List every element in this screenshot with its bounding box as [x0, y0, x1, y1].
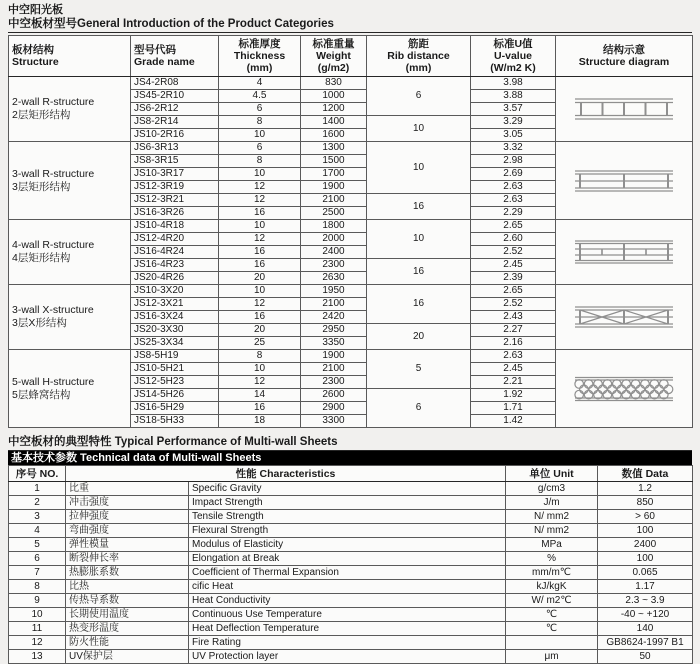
data-value-cell: GB8624-1997 B1: [598, 636, 693, 650]
table-row: [9, 496, 693, 510]
data-value-cell: 1.2: [598, 482, 693, 496]
grade-name-cell: JS16-4R24: [131, 246, 219, 259]
thickness-cell: 16: [219, 246, 301, 259]
structure-label: 2-wall R-structure: [12, 96, 95, 108]
col-header-diagram-cn: 结构示意: [603, 44, 645, 56]
characteristic-cn-cell: 热变形温度: [66, 622, 189, 636]
grade-name-cell: JS8-2R14: [131, 116, 219, 129]
table1-header-row: [9, 36, 693, 77]
no-cell: 11: [9, 622, 66, 636]
grade-name-cell: JS4-2R08: [131, 77, 219, 90]
data-value-cell: 50: [598, 650, 693, 664]
unit-cell: N/ mm2: [506, 510, 598, 524]
weight-cell: 2420: [301, 311, 367, 324]
table-row: [9, 350, 693, 363]
col-header-weight-en: Weight: [316, 50, 351, 62]
u-value-cell: 3.57: [471, 103, 556, 116]
structure-diagram-cell: [556, 285, 693, 350]
unit-cell: kJ/kgK: [506, 580, 598, 594]
table-row: [9, 510, 693, 524]
characteristic-en-cell: Fire Rating: [189, 636, 506, 650]
structure-label: 3-wall X-structure: [12, 304, 94, 316]
thickness-cell: 12: [219, 181, 301, 194]
structure-label: 3-wall R-structure: [12, 167, 95, 180]
grade-name-cell: JS12-4R20: [131, 233, 219, 246]
grade-name-cell: JS16-3R26: [131, 207, 219, 220]
characteristic-cn-cell: 弹性模量: [66, 538, 189, 552]
col-header-thickness-en: Thickness: [233, 50, 286, 62]
thickness-cell: 10: [219, 285, 301, 298]
structure-label: 2层矩形结构: [12, 109, 71, 121]
structure-label: 4层矩形结构: [12, 252, 71, 264]
weight-cell: 2500: [301, 207, 367, 220]
grade-name-cell: JS18-5H33: [131, 415, 219, 428]
u-value-cell: 2.45: [471, 259, 556, 272]
data-value-cell: 140: [598, 622, 693, 636]
grade-name-cell: JS12-5H23: [131, 376, 219, 389]
u-value-cell: 2.52: [471, 298, 556, 311]
rib-distance-cell: 16: [367, 285, 471, 324]
honey5-structure-diagram-icon: [574, 373, 674, 405]
grade-name-cell: JS20-3X30: [131, 324, 219, 337]
thickness-cell: 10: [219, 168, 301, 181]
u-value-cell: 2.98: [471, 155, 556, 168]
weight-cell: 1300: [301, 142, 367, 155]
characteristic-en-cell: Tensile Strength: [189, 510, 506, 524]
col-header-rib-en: Rib distance: [387, 50, 450, 62]
thickness-cell: 10: [219, 129, 301, 142]
thickness-cell: 20: [219, 324, 301, 337]
weight-cell: 3350: [301, 337, 367, 350]
rect4-structure-diagram-icon: [574, 237, 674, 267]
table-row: [9, 482, 693, 496]
characteristic-en-cell: Specific Gravity: [189, 482, 506, 496]
grade-name-cell: JS12-3R19: [131, 181, 219, 194]
structure-cell: [9, 285, 131, 350]
rect3-structure-diagram-icon: [574, 166, 674, 196]
weight-cell: 1900: [301, 181, 367, 194]
unit-cell: J/m: [506, 496, 598, 510]
u-value-cell: 3.32: [471, 142, 556, 155]
weight-cell: 1900: [301, 350, 367, 363]
characteristic-en-cell: Heat Deflection Temperature: [189, 622, 506, 636]
rib-distance-cell: 10: [367, 220, 471, 259]
thickness-cell: 6: [219, 103, 301, 116]
characteristic-en-cell: Heat Conductivity: [189, 594, 506, 608]
u-value-cell: 2.21: [471, 376, 556, 389]
u-value-cell: 2.69: [471, 168, 556, 181]
characteristic-en-cell: Elongation at Break: [189, 552, 506, 566]
table-row: [9, 538, 693, 552]
col-header-weight-cn: 标准重量: [312, 38, 355, 50]
weight-cell: 1000: [301, 90, 367, 103]
grade-name-cell: JS6-3R13: [131, 142, 219, 155]
weight-cell: 1600: [301, 129, 367, 142]
weight-cell: 2100: [301, 298, 367, 311]
col-header-uvalue: [471, 36, 556, 77]
data-value-cell: -40 ~ +120: [598, 608, 693, 622]
col-header-structure-en: Structure: [12, 56, 59, 68]
characteristic-en-cell: Impact Strength: [189, 496, 506, 510]
weight-cell: 2100: [301, 194, 367, 207]
col-header-grade: [131, 36, 219, 77]
col-header-grade-cn: 型号代码: [134, 44, 176, 56]
grade-name-cell: JS25-3X34: [131, 337, 219, 350]
rib-distance-cell: 6: [367, 77, 471, 116]
thickness-cell: 12: [219, 298, 301, 311]
u-value-cell: 2.60: [471, 233, 556, 246]
data-value-cell: 0.065: [598, 566, 693, 580]
thickness-cell: 16: [219, 207, 301, 220]
col-header-weight-unit: (g/m2): [317, 62, 350, 74]
no-cell: 12: [9, 636, 66, 650]
thickness-cell: 8: [219, 116, 301, 129]
grade-name-cell: JS10-4R18: [131, 220, 219, 233]
characteristic-cn-cell: 比热: [66, 580, 189, 594]
weight-cell: 2600: [301, 389, 367, 402]
grade-name-cell: JS20-4R26: [131, 272, 219, 285]
rect2-structure-diagram-icon: [574, 94, 674, 124]
structure-label: 4-wall R-structure: [12, 239, 95, 251]
unit-cell: MPa: [506, 538, 598, 552]
col-header-thickness-unit: (mm): [246, 62, 273, 74]
grade-name-cell: JS10-2R16: [131, 129, 219, 142]
no-cell: 1: [9, 482, 66, 496]
col-header-rib-distance: [367, 36, 471, 77]
characteristic-cn-cell: 长期使用温度: [66, 608, 189, 622]
table-row: [9, 636, 693, 650]
characteristic-en-cell: Flexural Strength: [189, 524, 506, 538]
col-header-rib-cn: 筋距: [408, 38, 429, 50]
structure-diagram-cell: [556, 77, 693, 142]
unit-cell: %: [506, 552, 598, 566]
col-header-diagram: [556, 36, 693, 77]
table-row: [9, 608, 693, 622]
weight-cell: 1800: [301, 220, 367, 233]
grade-name-cell: JS12-3R21: [131, 194, 219, 207]
structure-cell: [9, 142, 131, 220]
unit-cell: g/cm3: [506, 482, 598, 496]
characteristic-cn-cell: UV保护层: [66, 650, 189, 664]
grade-name-cell: JS45-2R10: [131, 90, 219, 103]
thickness-cell: 8: [219, 155, 301, 168]
grade-name-cell: JS10-3X20: [131, 285, 219, 298]
col-header-no: 序号 NO.: [9, 466, 66, 482]
characteristic-cn-cell: 冲击强度: [66, 496, 189, 510]
unit-cell: N/ mm2: [506, 524, 598, 538]
no-cell: 9: [9, 594, 66, 608]
col-header-structure-cn: 板材结构: [12, 44, 54, 56]
weight-cell: 1500: [301, 155, 367, 168]
unit-cell: W/ m2℃: [506, 594, 598, 608]
col-header-data: 数值 Data: [598, 466, 693, 482]
col-header-uvalue-unit: (W/m2 K): [490, 62, 536, 74]
data-value-cell: > 60: [598, 510, 693, 524]
u-value-cell: 2.63: [471, 181, 556, 194]
structure-diagram-cell: [556, 220, 693, 285]
weight-cell: 2950: [301, 324, 367, 337]
u-value-cell: 3.29: [471, 116, 556, 129]
data-value-cell: 850: [598, 496, 693, 510]
no-cell: 13: [9, 650, 66, 664]
col-header-uvalue-cn: 标准U值: [493, 38, 533, 50]
col-header-thickness-cn: 标准厚度: [238, 38, 281, 50]
unit-cell: ℃: [506, 622, 598, 636]
weight-cell: 1200: [301, 103, 367, 116]
product-categories-table: [8, 35, 693, 428]
structure-diagram-cell: [556, 350, 693, 428]
table-row: [9, 285, 693, 298]
rib-distance-cell: 10: [367, 142, 471, 194]
thickness-cell: 4.5: [219, 90, 301, 103]
weight-cell: 3300: [301, 415, 367, 428]
structure-label: 3层矩形结构: [12, 180, 71, 193]
data-value-cell: 2.3 ~ 3.9: [598, 594, 693, 608]
thickness-cell: 18: [219, 415, 301, 428]
table-row: [9, 594, 693, 608]
grade-name-cell: JS12-3X21: [131, 298, 219, 311]
weight-cell: 2400: [301, 246, 367, 259]
structure-label: 5-wall H-structure: [12, 375, 95, 388]
u-value-cell: 1.92: [471, 389, 556, 402]
grade-name-cell: JS16-3X24: [131, 311, 219, 324]
no-cell: 2: [9, 496, 66, 510]
table2-subtitle-bar: 基本技术参数 Technical data of Multi-wall Sheets: [8, 451, 692, 465]
x3-structure-diagram-icon: [574, 302, 674, 332]
thickness-cell: 6: [219, 142, 301, 155]
unit-cell: ℃: [506, 608, 598, 622]
structure-label: 5层蜂窝结构: [12, 388, 71, 401]
grade-name-cell: JS10-5H21: [131, 363, 219, 376]
thickness-cell: 10: [219, 220, 301, 233]
no-cell: 3: [9, 510, 66, 524]
structure-cell: [9, 77, 131, 142]
u-value-cell: 1.42: [471, 415, 556, 428]
weight-cell: 2000: [301, 233, 367, 246]
weight-cell: 2900: [301, 402, 367, 415]
unit-cell: mm/m℃: [506, 566, 598, 580]
weight-cell: 2630: [301, 272, 367, 285]
table1-title: 中空板材型号General Introduction of the Product Categories: [8, 17, 692, 33]
col-header-unit: 单位 Unit: [506, 466, 598, 482]
thickness-cell: 12: [219, 194, 301, 207]
weight-cell: 1700: [301, 168, 367, 181]
characteristic-en-cell: Coefficient of Thermal Expansion: [189, 566, 506, 580]
grade-name-cell: JS6-2R12: [131, 103, 219, 116]
page-title: 中空阳光板: [8, 4, 63, 16]
u-value-cell: 2.52: [471, 246, 556, 259]
thickness-cell: 8: [219, 350, 301, 363]
thickness-cell: 20: [219, 272, 301, 285]
rib-distance-cell: 20: [367, 324, 471, 350]
data-value-cell: 2400: [598, 538, 693, 552]
no-cell: 6: [9, 552, 66, 566]
grade-name-cell: JS14-5H26: [131, 389, 219, 402]
characteristic-en-cell: UV Protection layer: [189, 650, 506, 664]
table-row: [9, 552, 693, 566]
thickness-cell: 12: [219, 233, 301, 246]
grade-name-cell: JS10-3R17: [131, 168, 219, 181]
grade-name-cell: JS16-4R23: [131, 259, 219, 272]
characteristic-cn-cell: 比重: [66, 482, 189, 496]
rib-distance-cell: 16: [367, 259, 471, 285]
table-row: [9, 77, 693, 90]
structure-cell: [9, 350, 131, 428]
u-value-cell: 2.16: [471, 337, 556, 350]
thickness-cell: 12: [219, 376, 301, 389]
rib-distance-cell: 5: [367, 350, 471, 389]
col-header-rib-unit: (mm): [405, 62, 432, 74]
u-value-cell: 2.65: [471, 220, 556, 233]
characteristic-cn-cell: 拉伸强度: [66, 510, 189, 524]
col-header-diagram-en: Structure diagram: [578, 56, 670, 68]
col-header-structure: [9, 36, 131, 77]
u-value-cell: 2.29: [471, 207, 556, 220]
characteristic-cn-cell: 传热导系数: [66, 594, 189, 608]
u-value-cell: 2.39: [471, 272, 556, 285]
u-value-cell: 2.43: [471, 311, 556, 324]
u-value-cell: 2.27: [471, 324, 556, 337]
technical-data-table: [8, 465, 693, 664]
u-value-cell: 3.05: [471, 129, 556, 142]
thickness-cell: 16: [219, 311, 301, 324]
no-cell: 8: [9, 580, 66, 594]
no-cell: 10: [9, 608, 66, 622]
grade-name-cell: JS16-5H29: [131, 402, 219, 415]
weight-cell: 1950: [301, 285, 367, 298]
rib-distance-cell: 16: [367, 194, 471, 220]
characteristic-cn-cell: 断裂伸长率: [66, 552, 189, 566]
no-cell: 4: [9, 524, 66, 538]
u-value-cell: 3.98: [471, 77, 556, 90]
data-value-cell: 100: [598, 524, 693, 538]
thickness-cell: 25: [219, 337, 301, 350]
structure-cell: [9, 220, 131, 285]
table-row: [9, 580, 693, 594]
thickness-cell: 4: [219, 77, 301, 90]
weight-cell: 1400: [301, 116, 367, 129]
data-value-cell: 100: [598, 552, 693, 566]
no-cell: 5: [9, 538, 66, 552]
characteristic-cn-cell: 弯曲强度: [66, 524, 189, 538]
thickness-cell: 16: [219, 402, 301, 415]
weight-cell: 2100: [301, 363, 367, 376]
structure-label: 3层X形结构: [12, 317, 67, 329]
table-row: [9, 650, 693, 664]
rib-distance-cell: 6: [367, 389, 471, 428]
u-value-cell: 2.45: [471, 363, 556, 376]
structure-diagram-cell: [556, 142, 693, 220]
unit-cell: [506, 636, 598, 650]
grade-name-cell: JS8-3R15: [131, 155, 219, 168]
weight-cell: 830: [301, 77, 367, 90]
u-value-cell: 1.71: [471, 402, 556, 415]
col-header-weight: [301, 36, 367, 77]
grade-name-cell: JS8-5H19: [131, 350, 219, 363]
weight-cell: 2300: [301, 259, 367, 272]
data-value-cell: 1.17: [598, 580, 693, 594]
table-row: [9, 566, 693, 580]
unit-cell: μm: [506, 650, 598, 664]
rib-distance-cell: 10: [367, 116, 471, 142]
no-cell: 7: [9, 566, 66, 580]
table-row: [9, 622, 693, 636]
col-header-characteristics: 性能 Characteristics: [66, 466, 506, 482]
u-value-cell: 2.65: [471, 285, 556, 298]
characteristic-cn-cell: 热膨胀系数: [66, 566, 189, 580]
col-header-uvalue-en: U-value: [494, 50, 532, 62]
thickness-cell: 14: [219, 389, 301, 402]
characteristic-en-cell: cific Heat: [189, 580, 506, 594]
characteristic-en-cell: Continuous Use Temperature: [189, 608, 506, 622]
table2-title: 中空板材的典型特性 Typical Performance of Multi-wall Sheets: [8, 435, 692, 451]
thickness-cell: 10: [219, 363, 301, 376]
thickness-cell: 16: [219, 259, 301, 272]
u-value-cell: 3.88: [471, 90, 556, 103]
characteristic-en-cell: Modulus of Elasticity: [189, 538, 506, 552]
table-row: [9, 142, 693, 155]
characteristic-cn-cell: 防火性能: [66, 636, 189, 650]
table2-header-row: [9, 466, 693, 482]
table-row: [9, 220, 693, 233]
col-header-grade-en: Grade name: [134, 56, 195, 68]
col-header-thickness: [219, 36, 301, 77]
u-value-cell: 2.63: [471, 194, 556, 207]
weight-cell: 2300: [301, 376, 367, 389]
u-value-cell: 2.63: [471, 350, 556, 363]
table-row: [9, 524, 693, 538]
